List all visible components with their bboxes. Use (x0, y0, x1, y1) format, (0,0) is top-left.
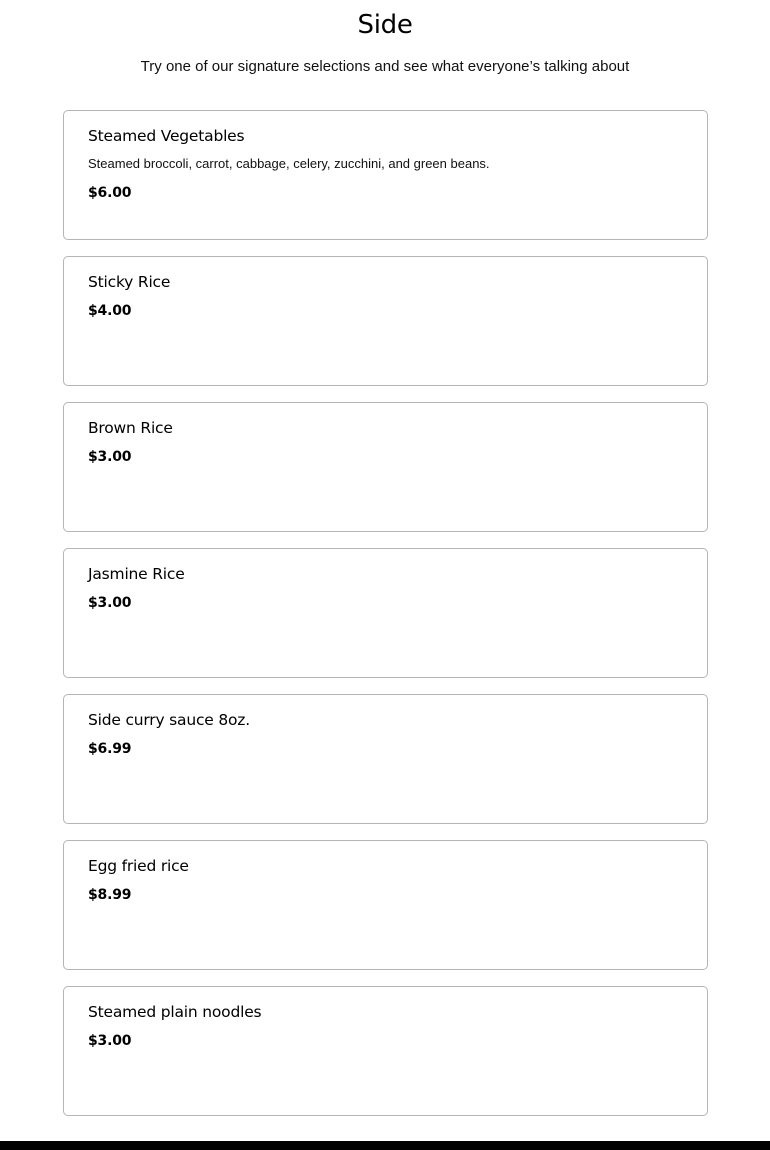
menu-item-name: Side curry sauce 8oz. (88, 711, 250, 729)
menu-item-card[interactable] (63, 256, 708, 386)
menu-item-price: $3.00 (88, 449, 132, 465)
menu-item-price: $3.00 (88, 1033, 132, 1049)
menu-item-name: Brown Rice (88, 419, 173, 437)
menu-item-price: $6.00 (88, 185, 132, 201)
menu-item-name: Steamed Vegetables (88, 127, 245, 145)
menu-item-price: $6.99 (88, 741, 132, 757)
menu-item-card[interactable] (63, 840, 708, 970)
menu-item-price: $4.00 (88, 303, 132, 319)
menu-item-name: Egg fried rice (88, 857, 189, 875)
section-subtitle: Try one of our signature selections and see what everyone’s talking about (140, 58, 630, 75)
menu-item-description: Steamed broccoli, carrot, cabbage, celery, zucchini, and green beans. (88, 156, 490, 171)
menu-item-card[interactable] (63, 402, 708, 532)
menu-item-name: Jasmine Rice (88, 565, 185, 583)
menu-item-price: $8.99 (88, 887, 132, 903)
menu-item-name: Sticky Rice (88, 273, 171, 291)
menu-item-card[interactable] (63, 548, 708, 678)
section-title: Side (357, 10, 413, 40)
menu-item-card[interactable] (63, 986, 708, 1116)
menu-item-card[interactable] (63, 694, 708, 824)
menu-item-card[interactable] (63, 110, 708, 240)
footer-bar (0, 1141, 770, 1150)
menu-item-price: $3.00 (88, 595, 132, 611)
menu-item-name: Steamed plain noodles (88, 1003, 262, 1021)
menu-item-list (63, 110, 708, 1132)
